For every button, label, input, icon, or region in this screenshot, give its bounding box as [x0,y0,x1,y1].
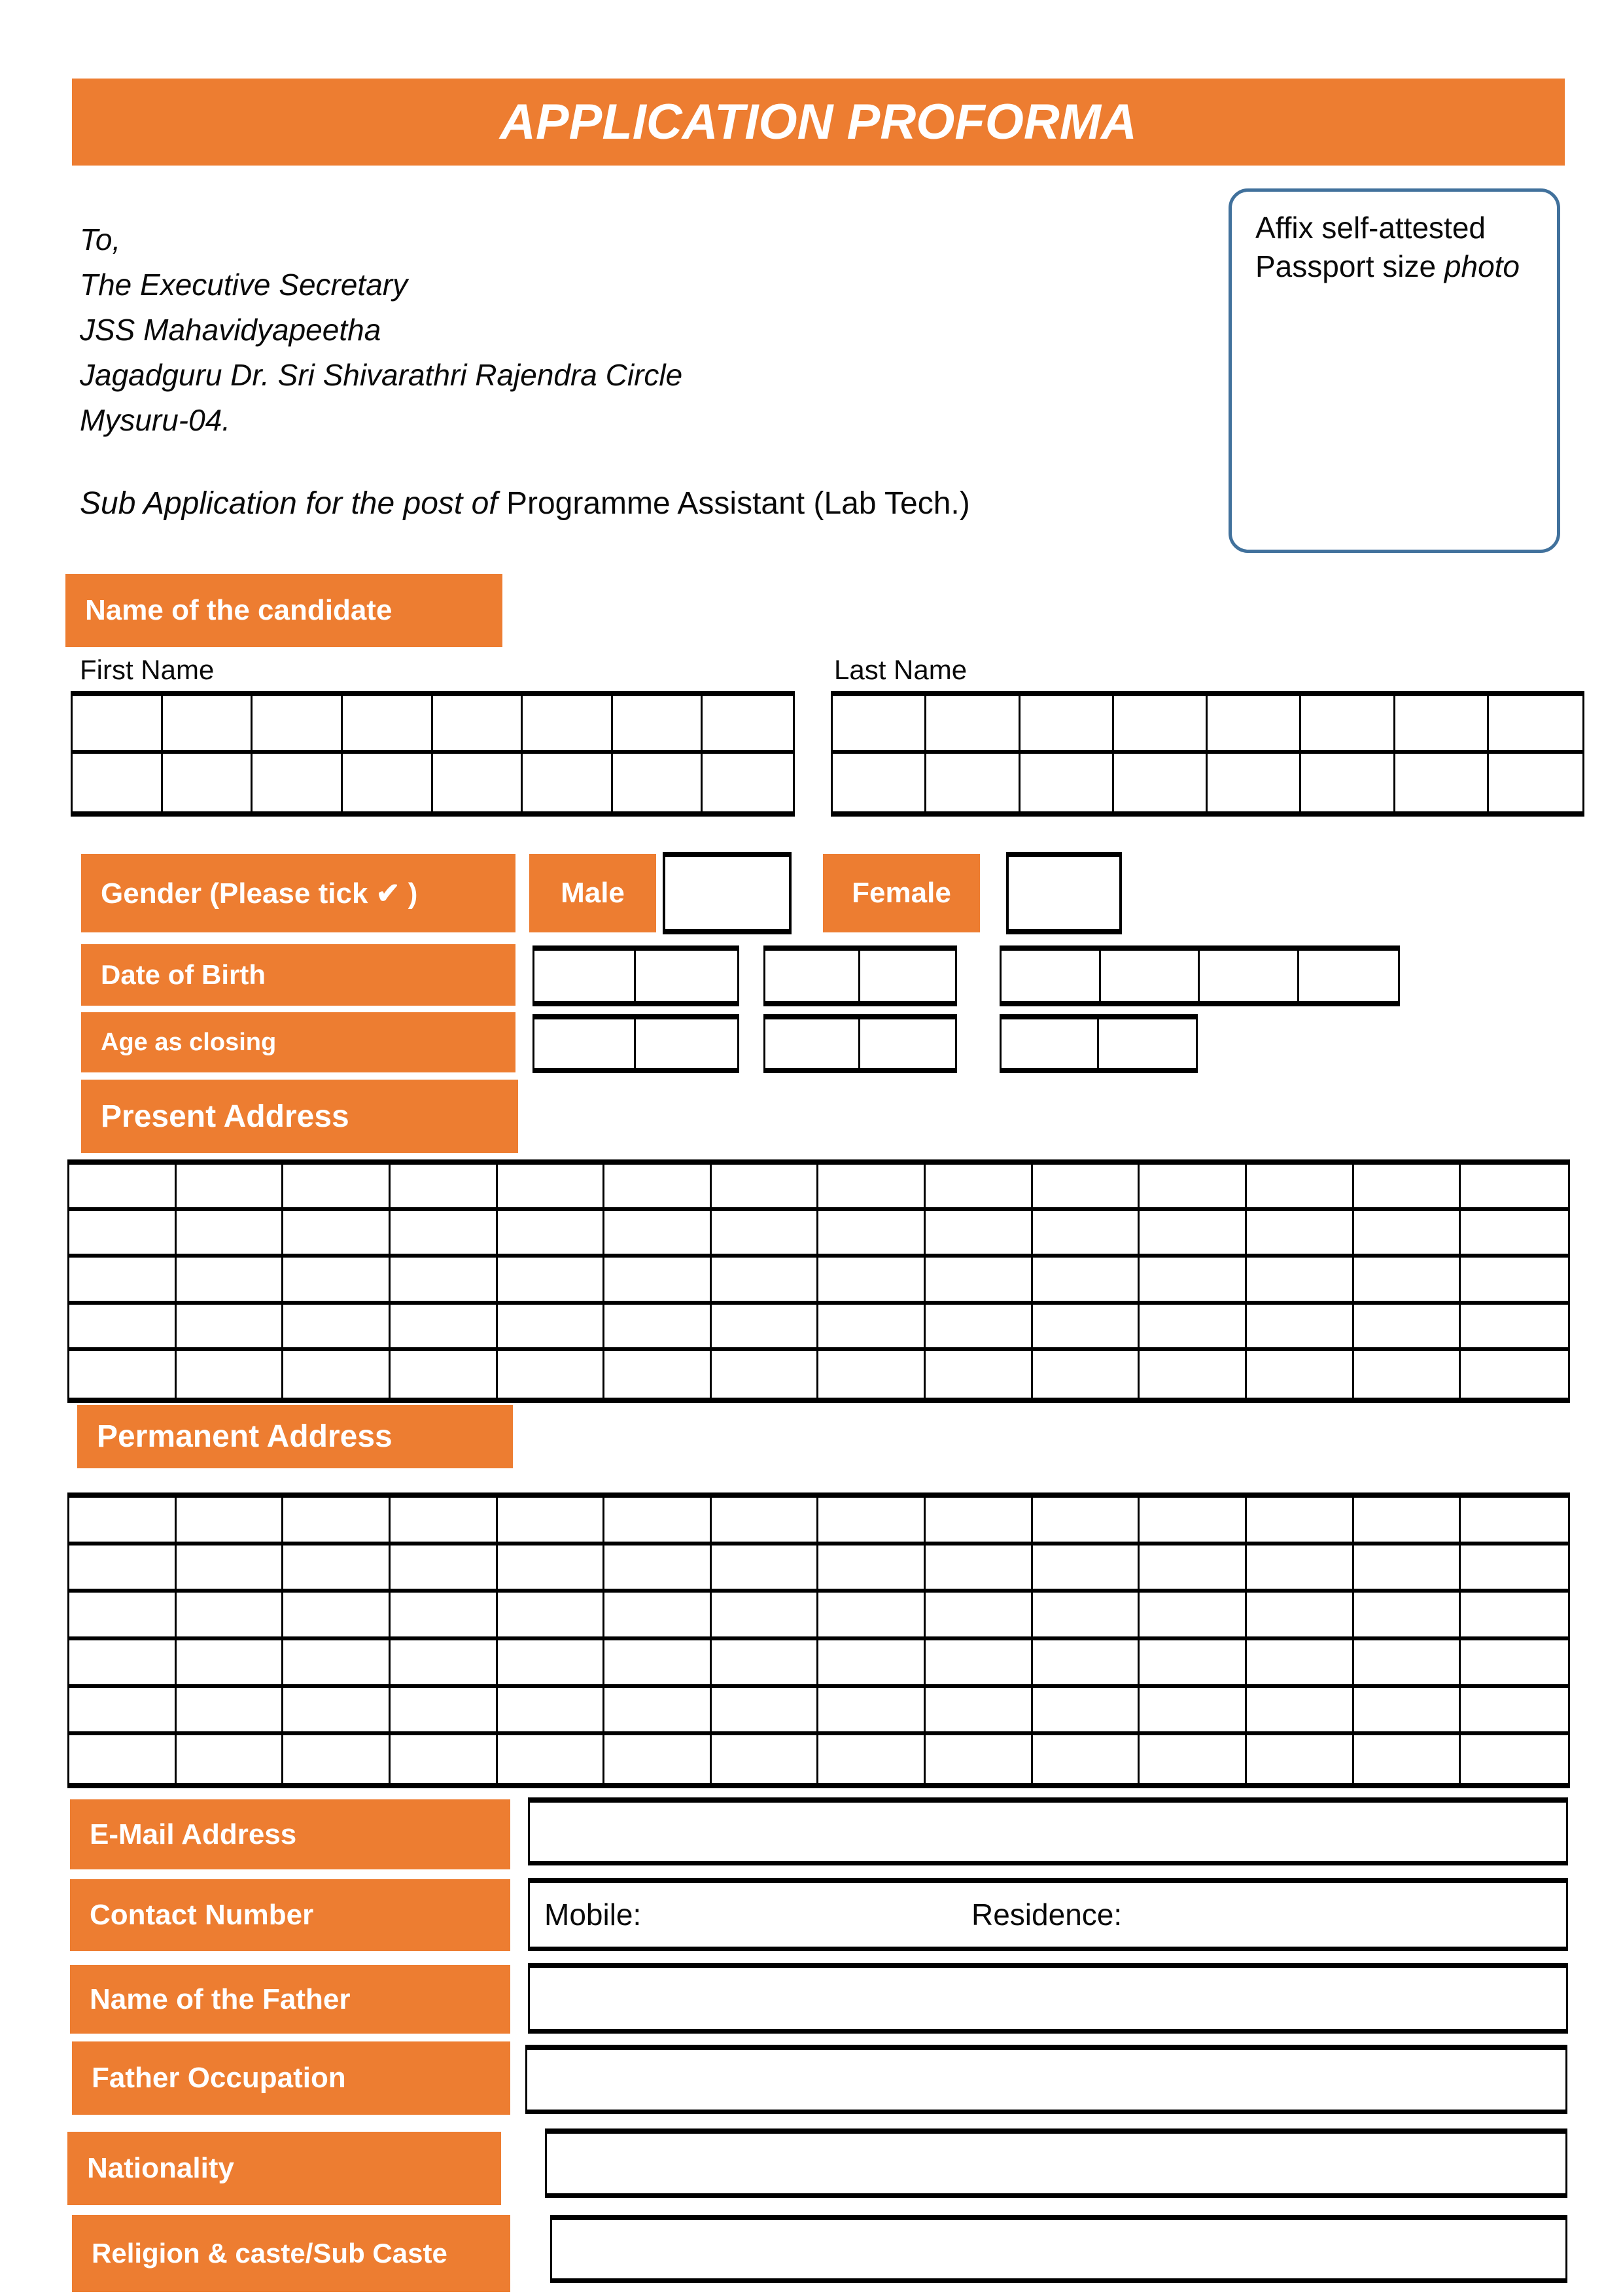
char-cell[interactable] [1140,1351,1247,1398]
char-cell[interactable] [1114,754,1208,811]
char-cell[interactable] [177,1211,284,1258]
char-cell[interactable] [177,1593,284,1640]
candidate-name-section-label-text: Name of the candidate [85,594,393,626]
char-cell[interactable] [283,1351,391,1398]
char-cell[interactable] [69,1258,177,1304]
gender-female-label [823,854,980,932]
char-cell[interactable] [1140,1498,1247,1545]
char-cell[interactable] [283,1640,391,1688]
char-cell[interactable] [391,1211,498,1258]
char-cell[interactable] [1033,1305,1140,1351]
char-cell[interactable] [1461,1640,1568,1688]
gender-male-checkbox[interactable] [663,852,792,934]
candidate-name-section-label [65,574,502,647]
char-cell[interactable] [1461,1498,1568,1545]
char-cell[interactable] [818,1545,926,1593]
char-cell[interactable] [1033,1165,1140,1211]
char-cell[interactable] [534,1019,636,1068]
char-cell[interactable] [604,1640,712,1688]
char-cell[interactable] [604,1211,712,1258]
gender-label-text: Gender (Please tick ✔ ) [101,877,418,910]
char-cell[interactable] [818,1735,926,1783]
char-cell[interactable] [860,1019,955,1068]
char-cell[interactable] [1395,696,1489,754]
char-cell[interactable] [1099,1019,1196,1068]
mobile-prefix: Mobile: [544,1898,642,1932]
last-name-caption: Last Name [834,654,968,685]
permanent-address-label [77,1405,513,1468]
char-cell[interactable] [604,1735,712,1783]
char-cell[interactable] [765,1019,860,1068]
char-cell[interactable] [926,754,1020,811]
char-cell[interactable] [712,1258,819,1304]
char-cell[interactable] [1461,1305,1568,1351]
char-cell[interactable] [1395,754,1489,811]
char-cell[interactable] [1140,1735,1247,1783]
father-occupation-input[interactable] [525,2045,1567,2114]
char-cell[interactable] [1033,1211,1140,1258]
recipient-line: The Executive Secretary [80,268,408,302]
age-grid-1[interactable] [532,1014,739,1073]
char-cell[interactable] [1002,1019,1099,1068]
char-cell[interactable] [177,1735,284,1783]
char-cell[interactable] [1461,1165,1568,1211]
char-cell[interactable] [391,1735,498,1783]
char-cell[interactable] [498,1351,605,1398]
char-cell[interactable] [1461,1593,1568,1640]
char-cell[interactable] [1033,1258,1140,1304]
char-cell[interactable] [1461,1688,1568,1736]
char-cell[interactable] [283,1593,391,1640]
char-cell[interactable] [1140,1640,1247,1688]
age-label-text: Age as closing [101,1028,277,1056]
char-cell[interactable] [523,696,613,754]
char-cell[interactable] [926,1498,1033,1545]
char-cell[interactable] [534,951,636,1001]
char-cell[interactable] [1247,1735,1354,1783]
char-cell[interactable] [69,1211,177,1258]
char-cell[interactable] [712,1545,819,1593]
char-cell[interactable] [498,1211,605,1258]
char-cell[interactable] [604,1351,712,1398]
char-cell[interactable] [613,754,703,811]
char-cell[interactable] [69,1545,177,1593]
char-cell[interactable] [1247,1258,1354,1304]
char-cell[interactable] [712,1640,819,1688]
email-label-text: E-Mail Address [90,1818,297,1850]
char-cell[interactable] [712,1735,819,1783]
gender-label [81,854,515,932]
char-cell[interactable] [1033,1545,1140,1593]
char-cell[interactable] [1461,1258,1568,1304]
religion-caste-input[interactable] [550,2215,1567,2283]
char-cell[interactable] [391,1688,498,1736]
char-cell[interactable] [1021,754,1114,811]
char-cell[interactable] [1247,1640,1354,1688]
gender-male-label-text: Male [561,877,625,909]
char-cell[interactable] [1489,754,1582,811]
char-cell[interactable] [69,1498,177,1545]
photo-box-instruction: Affix self-attested Passport size [1255,211,1486,283]
char-cell[interactable] [69,1593,177,1640]
char-cell[interactable] [1354,1305,1461,1351]
char-cell[interactable] [177,1351,284,1398]
char-cell[interactable] [1461,1735,1568,1783]
char-cell[interactable] [253,754,343,811]
char-cell[interactable] [926,1593,1033,1640]
subject-post-name: Programme Assistant (Lab Tech.) [506,486,970,521]
char-cell[interactable] [391,1498,498,1545]
char-cell[interactable] [1033,1593,1140,1640]
char-cell[interactable] [1301,754,1395,811]
email-label [70,1799,510,1869]
char-cell[interactable] [818,1688,926,1736]
char-cell[interactable] [1114,696,1208,754]
char-cell[interactable] [1033,1351,1140,1398]
char-cell[interactable] [712,1593,819,1640]
dob-label-text: Date of Birth [101,959,266,990]
char-cell[interactable] [1140,1211,1247,1258]
father-name-label-text: Name of the Father [90,1983,351,2015]
char-cell[interactable] [1033,1688,1140,1736]
char-cell[interactable] [498,1498,605,1545]
char-cell[interactable] [391,1545,498,1593]
char-cell[interactable] [1033,1640,1140,1688]
char-cell[interactable] [818,1165,926,1211]
gender-female-checkbox[interactable] [1006,852,1122,934]
char-cell[interactable] [712,1211,819,1258]
char-cell[interactable] [498,1258,605,1304]
char-cell[interactable] [1354,1258,1461,1304]
char-cell[interactable] [1247,1688,1354,1736]
char-cell[interactable] [498,1735,605,1783]
permanent-address-label-text: Permanent Address [97,1419,393,1454]
subject-line [80,486,970,521]
present-address-label [81,1080,518,1153]
char-cell[interactable] [604,1305,712,1351]
char-cell[interactable] [1101,951,1200,1001]
present-address-label-text: Present Address [101,1099,349,1134]
char-cell[interactable] [498,1165,605,1211]
permanent-address-grid[interactable] [67,1492,1570,1788]
char-cell[interactable] [712,1351,819,1398]
char-cell[interactable] [1247,1498,1354,1545]
char-cell[interactable] [636,1019,737,1068]
char-cell[interactable] [1354,1351,1461,1398]
char-cell[interactable] [926,1211,1033,1258]
char-cell[interactable] [703,754,793,811]
char-cell[interactable] [177,1165,284,1211]
char-cell[interactable] [69,1640,177,1688]
char-cell[interactable] [926,1735,1033,1783]
char-cell[interactable] [1354,1165,1461,1211]
char-cell[interactable] [1354,1593,1461,1640]
char-cell[interactable] [604,1165,712,1211]
char-cell[interactable] [1200,951,1299,1001]
char-cell[interactable] [833,754,926,811]
char-cell[interactable] [177,1305,284,1351]
recipient-line: To, [80,222,121,256]
char-cell[interactable] [498,1305,605,1351]
char-cell[interactable] [1140,1165,1247,1211]
char-cell[interactable] [498,1545,605,1593]
char-cell[interactable] [1140,1688,1247,1736]
first-name-caption: First Name [80,654,215,685]
char-cell[interactable] [818,1258,926,1304]
char-cell[interactable] [1140,1545,1247,1593]
recipient-line: JSS Mahavidyapeetha [80,313,381,347]
religion-caste-label-text: Religion & caste/Sub Caste [92,2238,447,2269]
char-cell[interactable] [1354,1640,1461,1688]
char-cell[interactable] [69,1351,177,1398]
char-cell[interactable] [69,1305,177,1351]
char-cell[interactable] [604,1258,712,1304]
char-cell[interactable] [163,754,253,811]
char-cell[interactable] [343,696,433,754]
char-cell[interactable] [818,1211,926,1258]
char-cell[interactable] [498,1688,605,1736]
char-cell[interactable] [177,1640,284,1688]
email-input[interactable] [528,1797,1568,1865]
char-cell[interactable] [712,1305,819,1351]
char-cell[interactable] [1489,696,1582,754]
char-cell[interactable] [391,1165,498,1211]
char-cell[interactable] [604,1545,712,1593]
char-cell[interactable] [1301,696,1395,754]
char-cell[interactable] [391,1593,498,1640]
age-grid-2[interactable] [763,1014,957,1073]
subject-prefix: Sub Application for the post of [80,486,506,521]
char-cell[interactable] [1002,951,1101,1001]
char-cell[interactable] [1354,1211,1461,1258]
first-name-grid[interactable] [71,691,795,817]
father-name-label [70,1965,510,2034]
char-cell[interactable] [818,1305,926,1351]
nationality-input[interactable] [545,2128,1567,2198]
char-cell[interactable] [73,754,163,811]
char-cell[interactable] [604,1688,712,1736]
recipient-line: Jagadguru Dr. Sri Shivarathri Rajendra Circle [80,358,683,392]
char-cell[interactable] [1021,696,1114,754]
char-cell[interactable] [391,1305,498,1351]
char-cell[interactable] [1247,1211,1354,1258]
char-cell[interactable] [1247,1305,1354,1351]
char-cell[interactable] [926,1640,1033,1688]
photo-attach-box[interactable] [1229,188,1560,553]
dob-label [81,944,515,1006]
photo-box-instruction-italic: photo [1444,249,1520,283]
char-cell[interactable] [283,1211,391,1258]
char-cell[interactable] [433,696,523,754]
char-cell[interactable] [1299,951,1399,1001]
dob-year-grid[interactable] [1000,945,1400,1006]
char-cell[interactable] [1208,754,1301,811]
char-cell[interactable] [283,1165,391,1211]
char-cell[interactable] [926,1165,1033,1211]
char-cell[interactable] [636,951,737,1001]
char-cell[interactable] [1354,1688,1461,1736]
religion-caste-label [72,2215,510,2292]
char-cell[interactable] [177,1688,284,1736]
char-cell[interactable] [833,696,926,754]
char-cell[interactable] [818,1640,926,1688]
char-cell[interactable] [1140,1258,1247,1304]
char-cell[interactable] [283,1258,391,1304]
char-cell[interactable] [177,1498,284,1545]
char-cell[interactable] [1140,1593,1247,1640]
char-cell[interactable] [1033,1735,1140,1783]
char-cell[interactable] [703,696,793,754]
char-cell[interactable] [926,1258,1033,1304]
char-cell[interactable] [1354,1735,1461,1783]
char-cell[interactable] [498,1593,605,1640]
char-cell[interactable] [926,1305,1033,1351]
char-cell[interactable] [391,1640,498,1688]
char-cell[interactable] [177,1545,284,1593]
char-cell[interactable] [283,1305,391,1351]
char-cell[interactable] [1354,1498,1461,1545]
recipient-line: Mysuru-04. [80,403,231,437]
char-cell[interactable] [818,1593,926,1640]
char-cell[interactable] [283,1688,391,1736]
char-cell[interactable] [283,1545,391,1593]
char-cell[interactable] [613,696,703,754]
char-cell[interactable] [163,696,253,754]
char-cell[interactable] [926,696,1020,754]
char-cell[interactable] [523,754,613,811]
gender-female-label-text: Female [852,877,951,909]
char-cell[interactable] [1247,1351,1354,1398]
char-cell[interactable] [1461,1351,1568,1398]
title-banner [72,79,1565,166]
char-cell[interactable] [1247,1593,1354,1640]
char-cell[interactable] [712,1498,819,1545]
char-cell[interactable] [73,696,163,754]
char-cell[interactable] [177,1258,284,1304]
char-cell[interactable] [69,1688,177,1736]
nationality-label-text: Nationality [87,2152,234,2184]
char-cell[interactable] [818,1351,926,1398]
char-cell[interactable] [343,754,433,811]
char-cell[interactable] [433,754,523,811]
char-cell[interactable] [391,1258,498,1304]
father-occupation-label-text: Father Occupation [92,2062,346,2094]
residence-prefix: Residence: [971,1898,1123,1932]
father-name-input[interactable] [528,1963,1568,2034]
gender-male-label [529,854,656,932]
last-name-grid[interactable] [831,691,1584,817]
char-cell[interactable] [1033,1498,1140,1545]
char-cell[interactable] [818,1498,926,1545]
contact-number-label-text: Contact Number [90,1899,314,1931]
contact-number-prefixes [528,1878,1568,1951]
char-cell[interactable] [69,1165,177,1211]
age-label [81,1012,515,1072]
nationality-label [67,2132,501,2205]
char-cell[interactable] [283,1498,391,1545]
char-cell[interactable] [498,1640,605,1688]
present-address-grid[interactable] [67,1159,1570,1403]
char-cell[interactable] [283,1735,391,1783]
char-cell[interactable] [1461,1211,1568,1258]
char-cell[interactable] [712,1688,819,1736]
page-title: APPLICATION PROFORMA [500,94,1137,150]
char-cell[interactable] [391,1351,498,1398]
char-cell[interactable] [926,1688,1033,1736]
char-cell[interactable] [926,1545,1033,1593]
recipient-address-block [80,217,682,443]
char-cell[interactable] [1208,696,1301,754]
dob-day-grid[interactable] [532,945,739,1006]
char-cell[interactable] [1140,1305,1247,1351]
char-cell[interactable] [765,951,860,1001]
char-cell[interactable] [604,1593,712,1640]
char-cell[interactable] [1461,1545,1568,1593]
father-occupation-label [72,2041,510,2115]
char-cell[interactable] [1354,1545,1461,1593]
char-cell[interactable] [860,951,955,1001]
contact-number-label [70,1879,510,1951]
age-grid-3[interactable] [1000,1014,1198,1073]
char-cell[interactable] [253,696,343,754]
char-cell[interactable] [1247,1545,1354,1593]
char-cell[interactable] [1247,1165,1354,1211]
char-cell[interactable] [712,1165,819,1211]
char-cell[interactable] [926,1351,1033,1398]
char-cell[interactable] [604,1498,712,1545]
char-cell[interactable] [69,1735,177,1783]
dob-month-grid[interactable] [763,945,957,1006]
